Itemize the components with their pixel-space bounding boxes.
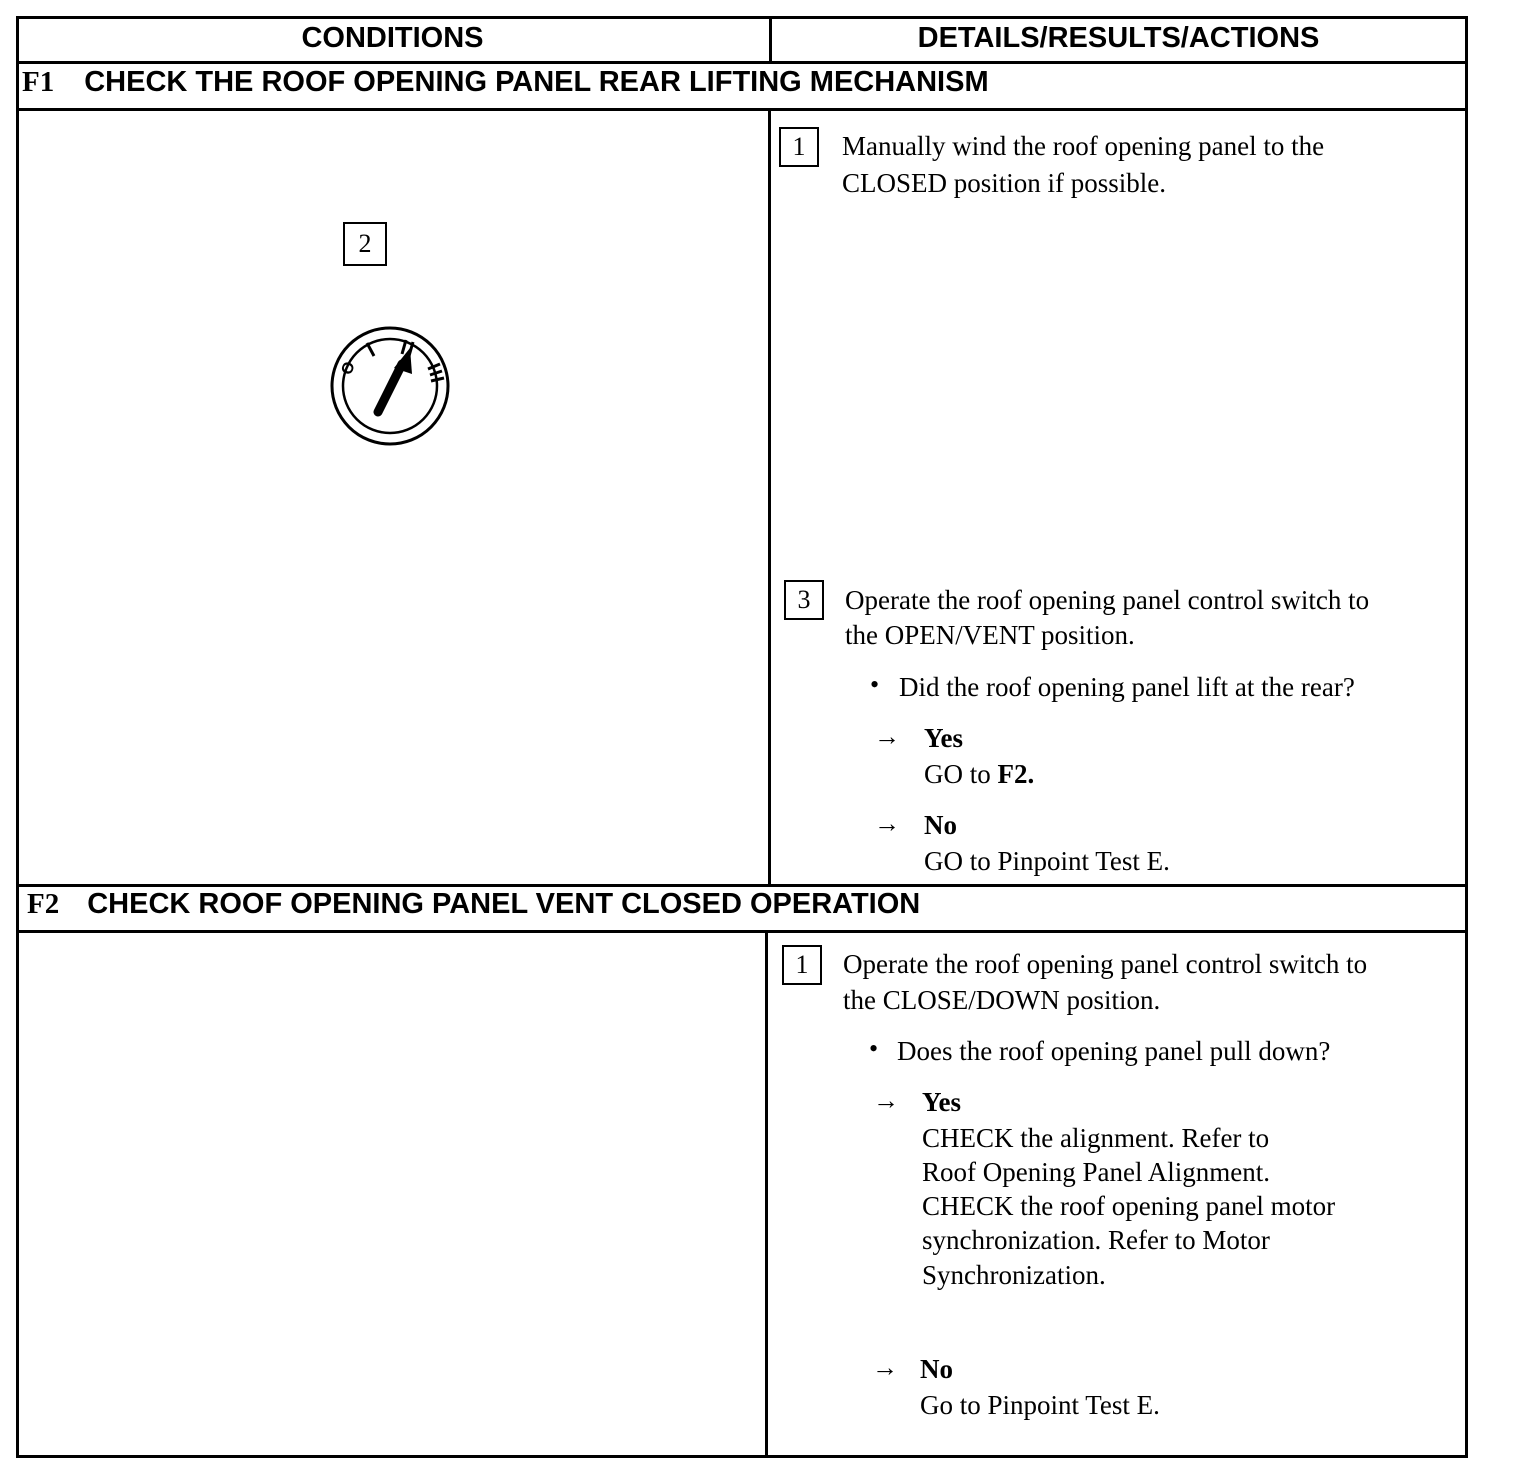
f2-no-label: No [920,1354,953,1384]
f1-step-3-line-1: Operate the roof opening panel control switch to [845,585,1370,615]
f2-section-text: CHECK ROOF OPENING PANEL VENT CLOSED OPERATION [87,888,921,920]
f1-question: Did the roof opening panel lift at the rear? [899,672,1355,702]
f1-yes-target: F2. [997,759,1035,789]
f2-yes-line-1: CHECK the alignment. Refer to [922,1123,1270,1153]
f1-step-3-box: 3 [784,580,824,620]
f1-section-text: CHECK THE ROOF OPENING PANEL REAR LIFTING MECHANISM [84,66,989,98]
f2-step-1-line-1: Operate the roof opening panel control switch to [843,949,1368,979]
f1-no-arrow-icon: → [874,809,900,838]
header-rule [16,61,1468,64]
ignition-key-dial-icon [320,316,460,456]
f1-column-divider [768,109,771,886]
f2-yes-arrow-icon: → [873,1086,899,1115]
f1-step-1-line-1: Manually wind the roof opening panel to the [842,131,1325,161]
f1-yes-action: GO to F2. [924,759,1035,789]
f2-yes-line-2: Roof Opening Panel Alignment. [922,1157,1270,1187]
dial-label-0: O [338,359,359,378]
f1-no-label: No [924,810,957,840]
f2-yes-line-5: Synchronization. [922,1260,1106,1290]
conditions-header: CONDITIONS [301,22,484,54]
details-header: DETAILS/RESULTS/ACTIONS [917,22,1320,54]
f1-yes-arrow-icon: → [874,722,900,751]
f2-question-bullet: • [869,1034,879,1063]
f2-step-1-line-2: the CLOSE/DOWN position. [843,985,1161,1015]
f1-step-3-line-2: the OPEN/VENT position. [845,620,1135,650]
f2-step-1-box: 1 [782,945,822,985]
f1-illustration-step-box: 2 [343,222,387,266]
f2-title-rule [16,930,1468,933]
f1-yes-label: Yes [924,723,963,753]
f2-question: Does the roof opening panel pull down? [897,1036,1331,1066]
f1-section-title [22,66,989,99]
f2-yes-line-3: CHECK the roof opening panel motor [922,1191,1336,1221]
f1-title-rule [16,108,1468,111]
f1-question-bullet: • [870,670,880,699]
f2-yes-line-4: synchronization. Refer to Motor [922,1225,1270,1255]
f2-section-title [27,888,920,921]
f1-no-action: GO to Pinpoint Test E. [924,846,1170,876]
f2-top-rule [16,884,1468,887]
f2-no-arrow-icon: → [872,1353,898,1382]
f1-step-1-box: 1 [779,127,819,167]
f1-section-id: F1 [22,66,55,98]
f2-column-divider [765,931,768,1458]
f2-yes-label: Yes [922,1087,961,1117]
f2-section-id: F2 [27,888,60,920]
f1-step-1-line-2: CLOSED position if possible. [842,168,1167,198]
f2-no-action: Go to Pinpoint Test E. [920,1390,1160,1420]
